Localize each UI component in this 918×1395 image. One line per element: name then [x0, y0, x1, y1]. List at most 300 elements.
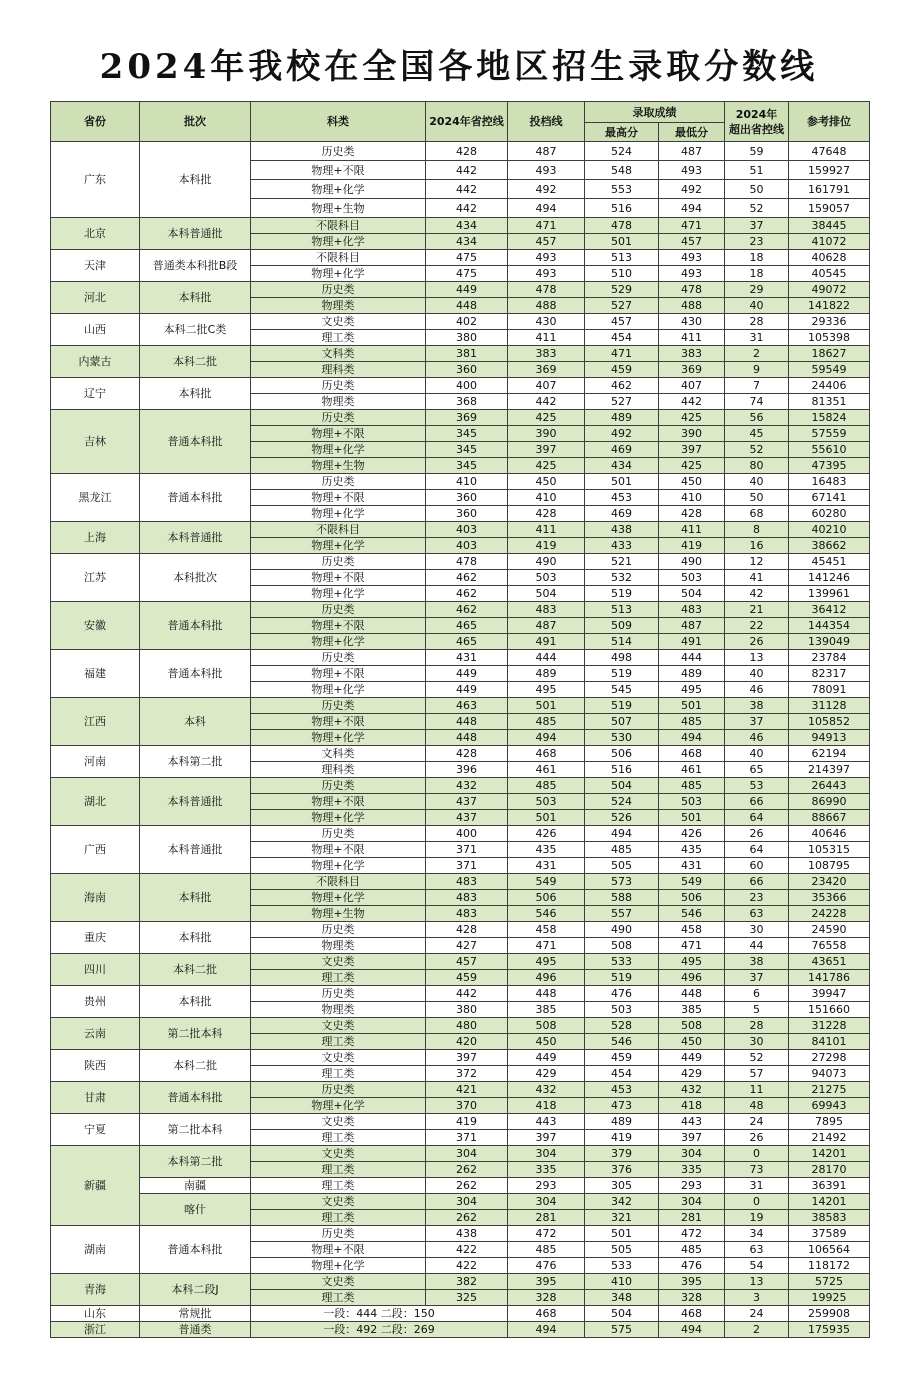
- province-cell: 福建: [51, 650, 140, 698]
- rank-cell: 24406: [789, 378, 870, 394]
- exceed-cell: 50: [725, 490, 789, 506]
- exceed-cell: 24: [725, 1306, 789, 1322]
- min-score-cell: 335: [659, 1162, 725, 1178]
- min-score-cell: 425: [659, 458, 725, 474]
- max-score-cell: 530: [585, 730, 659, 746]
- exceed-cell: 37: [725, 970, 789, 986]
- control-line-cell: 369: [426, 410, 508, 426]
- max-score-cell: 469: [585, 442, 659, 458]
- rank-cell: 39947: [789, 986, 870, 1002]
- header-admission-scores: 录取成绩: [585, 102, 725, 123]
- control-line-cell: 483: [426, 890, 508, 906]
- exceed-cell: 34: [725, 1226, 789, 1242]
- table-row: [51, 142, 870, 161]
- min-score-cell: 491: [659, 634, 725, 650]
- header-control-line: 2024年省控线: [426, 102, 508, 142]
- batch-cell: 普通类本科批B段: [140, 250, 251, 282]
- province-cell: 辽宁: [51, 378, 140, 410]
- province-cell: 湖南: [51, 1226, 140, 1274]
- control-line-cell: 345: [426, 442, 508, 458]
- rank-cell: 259908: [789, 1306, 870, 1322]
- subject-cell: 理工类: [251, 970, 426, 986]
- header-min-score: 最低分: [659, 123, 725, 142]
- toudang-line-cell: 450: [508, 1034, 585, 1050]
- min-score-cell: 503: [659, 794, 725, 810]
- batch-cell: 本科批: [140, 282, 251, 314]
- table-row: [51, 746, 870, 762]
- subject-cell: 历史类: [251, 826, 426, 842]
- rank-cell: 141786: [789, 970, 870, 986]
- max-score-cell: 485: [585, 842, 659, 858]
- exceed-cell: 60: [725, 858, 789, 874]
- toudang-line-cell: 491: [508, 634, 585, 650]
- min-score-cell: 503: [659, 570, 725, 586]
- province-cell: 山西: [51, 314, 140, 346]
- toudang-line-cell: 493: [508, 161, 585, 180]
- control-line-cell: 410: [426, 474, 508, 490]
- min-score-cell: 472: [659, 1226, 725, 1242]
- table-row: [51, 474, 870, 490]
- table-row: [51, 1194, 870, 1210]
- max-score-cell: 527: [585, 394, 659, 410]
- min-score-cell: 478: [659, 282, 725, 298]
- min-score-cell: 504: [659, 586, 725, 602]
- rank-cell: 29336: [789, 314, 870, 330]
- subject-cell: 文史类: [251, 1114, 426, 1130]
- exceed-cell: 64: [725, 810, 789, 826]
- max-score-cell: 410: [585, 1274, 659, 1290]
- rank-cell: 55610: [789, 442, 870, 458]
- header-max-score: 最高分: [585, 123, 659, 142]
- subject-cell: 物理+化学: [251, 180, 426, 199]
- control-line-cell: 431: [426, 650, 508, 666]
- min-score-cell: 432: [659, 1082, 725, 1098]
- toudang-line-cell: 410: [508, 490, 585, 506]
- batch-cell: 本科批: [140, 922, 251, 954]
- min-score-cell: 443: [659, 1114, 725, 1130]
- exceed-cell: 56: [725, 410, 789, 426]
- batch-cell: 普通本科批: [140, 1226, 251, 1274]
- rank-cell: 36412: [789, 602, 870, 618]
- min-score-cell: 506: [659, 890, 725, 906]
- max-score-cell: 469: [585, 506, 659, 522]
- province-cell: 北京: [51, 218, 140, 250]
- toudang-line-cell: 503: [508, 570, 585, 586]
- control-line-cell: 448: [426, 714, 508, 730]
- exceed-cell: 46: [725, 730, 789, 746]
- control-line-cell: 396: [426, 762, 508, 778]
- max-score-cell: 454: [585, 330, 659, 346]
- min-score-cell: 450: [659, 1034, 725, 1050]
- subject-cell: 理科类: [251, 762, 426, 778]
- control-line-cell: 371: [426, 1130, 508, 1146]
- subject-cell: 不限科目: [251, 874, 426, 890]
- province-cell: 上海: [51, 522, 140, 554]
- subject-cell: 物理+不限: [251, 618, 426, 634]
- control-line-cell: 402: [426, 314, 508, 330]
- toudang-line-cell: 487: [508, 142, 585, 161]
- province-cell: 河南: [51, 746, 140, 778]
- exceed-cell: 40: [725, 474, 789, 490]
- batch-cell: 普通本科批: [140, 602, 251, 650]
- table-row: [51, 1114, 870, 1130]
- toudang-line-cell: 485: [508, 778, 585, 794]
- max-score-cell: 548: [585, 161, 659, 180]
- subject-cell: 文史类: [251, 954, 426, 970]
- rank-cell: 21275: [789, 1082, 870, 1098]
- rank-cell: 159927: [789, 161, 870, 180]
- table-row: [51, 250, 870, 266]
- min-score-cell: 442: [659, 394, 725, 410]
- table-row: [51, 1018, 870, 1034]
- exceed-cell: 38: [725, 698, 789, 714]
- min-score-cell: 426: [659, 826, 725, 842]
- max-score-cell: 342: [585, 1194, 659, 1210]
- min-score-cell: 501: [659, 698, 725, 714]
- rank-cell: 35366: [789, 890, 870, 906]
- rank-cell: 139049: [789, 634, 870, 650]
- subject-cell: 物理+化学: [251, 586, 426, 602]
- subject-cell: 历史类: [251, 1082, 426, 1098]
- control-line-cell: 380: [426, 330, 508, 346]
- max-score-cell: 504: [585, 1306, 659, 1322]
- subject-cell: 理工类: [251, 1130, 426, 1146]
- toudang-line-cell: 494: [508, 1322, 585, 1338]
- max-score-cell: 545: [585, 682, 659, 698]
- subject-cell: 文科类: [251, 746, 426, 762]
- batch-cell: 普通本科批: [140, 1082, 251, 1114]
- province-cell: 江苏: [51, 554, 140, 602]
- exceed-cell: 63: [725, 1242, 789, 1258]
- toudang-line-cell: 501: [508, 698, 585, 714]
- exceed-cell: 59: [725, 142, 789, 161]
- exceed-cell: 26: [725, 826, 789, 842]
- batch-cell: 本科普通批: [140, 826, 251, 874]
- subject-cell: 物理+化学: [251, 858, 426, 874]
- max-score-cell: 473: [585, 1098, 659, 1114]
- batch-cell: 普通本科批: [140, 650, 251, 698]
- province-cell: 吉林: [51, 410, 140, 474]
- max-score-cell: 507: [585, 714, 659, 730]
- max-score-cell: 305: [585, 1178, 659, 1194]
- toudang-line-cell: 443: [508, 1114, 585, 1130]
- subject-cell: 历史类: [251, 922, 426, 938]
- control-line-cell: 422: [426, 1242, 508, 1258]
- table-row: [51, 986, 870, 1002]
- rank-cell: 139961: [789, 586, 870, 602]
- min-score-cell: 468: [659, 746, 725, 762]
- exceed-cell: 7: [725, 378, 789, 394]
- rank-cell: 105852: [789, 714, 870, 730]
- table-row: [51, 650, 870, 666]
- rank-cell: 16483: [789, 474, 870, 490]
- control-line-cell: 419: [426, 1114, 508, 1130]
- min-score-cell: 489: [659, 666, 725, 682]
- toudang-line-cell: 369: [508, 362, 585, 378]
- exceed-cell: 2: [725, 346, 789, 362]
- control-line-cell: 一段：444 二段：150: [251, 1306, 508, 1322]
- control-line-cell: 360: [426, 490, 508, 506]
- control-line-cell: 465: [426, 618, 508, 634]
- exceed-cell: 45: [725, 426, 789, 442]
- rank-cell: 94913: [789, 730, 870, 746]
- exceed-cell: 80: [725, 458, 789, 474]
- control-line-cell: 462: [426, 586, 508, 602]
- exceed-cell: 18: [725, 266, 789, 282]
- control-line-cell: 437: [426, 810, 508, 826]
- toudang-line-cell: 448: [508, 986, 585, 1002]
- control-line-cell: 463: [426, 698, 508, 714]
- subject-cell: 物理+不限: [251, 570, 426, 586]
- toudang-line-cell: 487: [508, 618, 585, 634]
- control-line-cell: 304: [426, 1194, 508, 1210]
- max-score-cell: 478: [585, 218, 659, 234]
- min-score-cell: 487: [659, 142, 725, 161]
- subject-cell: 物理+不限: [251, 794, 426, 810]
- batch-cell: 本科: [140, 698, 251, 746]
- province-cell: 广东: [51, 142, 140, 218]
- rank-cell: 67141: [789, 490, 870, 506]
- max-score-cell: 505: [585, 1242, 659, 1258]
- toudang-line-cell: 488: [508, 298, 585, 314]
- toudang-line-cell: 503: [508, 794, 585, 810]
- exceed-cell: 63: [725, 906, 789, 922]
- toudang-line-cell: 495: [508, 682, 585, 698]
- exceed-cell: 66: [725, 874, 789, 890]
- province-cell: 内蒙古: [51, 346, 140, 378]
- toudang-line-cell: 471: [508, 218, 585, 234]
- subject-cell: 历史类: [251, 778, 426, 794]
- subject-cell: 物理+不限: [251, 161, 426, 180]
- toudang-line-cell: 496: [508, 970, 585, 986]
- control-line-cell: 478: [426, 554, 508, 570]
- toudang-line-cell: 549: [508, 874, 585, 890]
- subject-cell: 物理+化学: [251, 442, 426, 458]
- rank-cell: 88667: [789, 810, 870, 826]
- min-score-cell: 487: [659, 618, 725, 634]
- min-score-cell: 435: [659, 842, 725, 858]
- exceed-cell: 51: [725, 161, 789, 180]
- subject-cell: 文史类: [251, 1050, 426, 1066]
- min-score-cell: 501: [659, 810, 725, 826]
- rank-cell: 78091: [789, 682, 870, 698]
- min-score-cell: 428: [659, 506, 725, 522]
- rank-cell: 5725: [789, 1274, 870, 1290]
- control-line-cell: 381: [426, 346, 508, 362]
- subject-cell: 文史类: [251, 314, 426, 330]
- table-row: [51, 346, 870, 362]
- max-score-cell: 513: [585, 602, 659, 618]
- rank-cell: 38445: [789, 218, 870, 234]
- rank-cell: 18627: [789, 346, 870, 362]
- subject-cell: 物理+不限: [251, 490, 426, 506]
- table-row: [51, 314, 870, 330]
- subject-cell: 物理+化学: [251, 234, 426, 250]
- max-score-cell: 492: [585, 426, 659, 442]
- subject-cell: 历史类: [251, 554, 426, 570]
- toudang-line-cell: 385: [508, 1002, 585, 1018]
- control-line-cell: 427: [426, 938, 508, 954]
- toudang-line-cell: 493: [508, 266, 585, 282]
- subject-cell: 不限科目: [251, 250, 426, 266]
- max-score-cell: 471: [585, 346, 659, 362]
- exceed-cell: 18: [725, 250, 789, 266]
- max-score-cell: 498: [585, 650, 659, 666]
- toudang-line-cell: 461: [508, 762, 585, 778]
- table-row: [51, 282, 870, 298]
- exceed-cell: 40: [725, 746, 789, 762]
- min-score-cell: 425: [659, 410, 725, 426]
- rank-cell: 81351: [789, 394, 870, 410]
- subject-cell: 物理+化学: [251, 810, 426, 826]
- max-score-cell: 529: [585, 282, 659, 298]
- min-score-cell: 483: [659, 602, 725, 618]
- exceed-cell: 68: [725, 506, 789, 522]
- table-row: [51, 218, 870, 234]
- rank-cell: 86990: [789, 794, 870, 810]
- min-score-cell: 418: [659, 1098, 725, 1114]
- min-score-cell: 397: [659, 1130, 725, 1146]
- control-line-cell: 360: [426, 362, 508, 378]
- min-score-cell: 508: [659, 1018, 725, 1034]
- toudang-line-cell: 335: [508, 1162, 585, 1178]
- subject-cell: 理工类: [251, 1210, 426, 1226]
- subject-cell: 理工类: [251, 330, 426, 346]
- exceed-cell: 50: [725, 180, 789, 199]
- subject-cell: 理工类: [251, 1034, 426, 1050]
- control-line-cell: 442: [426, 199, 508, 218]
- header-subject: 科类: [251, 102, 426, 142]
- province-cell: 宁夏: [51, 1114, 140, 1146]
- control-line-cell: 325: [426, 1290, 508, 1306]
- batch-cell: 本科普通批: [140, 218, 251, 250]
- exceed-cell: 40: [725, 666, 789, 682]
- batch-cell: 普通类: [140, 1322, 251, 1338]
- toudang-line-cell: 457: [508, 234, 585, 250]
- max-score-cell: 533: [585, 1258, 659, 1274]
- header-exceed: [725, 102, 789, 142]
- province-cell: 天津: [51, 250, 140, 282]
- max-score-cell: 459: [585, 362, 659, 378]
- subject-cell: 不限科目: [251, 522, 426, 538]
- toudang-line-cell: 449: [508, 1050, 585, 1066]
- min-score-cell: 496: [659, 970, 725, 986]
- toudang-line-cell: 483: [508, 602, 585, 618]
- subject-cell: 物理+化学: [251, 538, 426, 554]
- subject-cell: 物理+不限: [251, 666, 426, 682]
- control-line-cell: 403: [426, 538, 508, 554]
- min-score-cell: 490: [659, 554, 725, 570]
- min-score-cell: 293: [659, 1178, 725, 1194]
- max-score-cell: 519: [585, 970, 659, 986]
- control-line-cell: 428: [426, 922, 508, 938]
- subject-cell: 物理类: [251, 938, 426, 954]
- rank-cell: 28170: [789, 1162, 870, 1178]
- toudang-line-cell: 435: [508, 842, 585, 858]
- control-line-cell: 457: [426, 954, 508, 970]
- province-cell: 河北: [51, 282, 140, 314]
- toudang-line-cell: 328: [508, 1290, 585, 1306]
- min-score-cell: 476: [659, 1258, 725, 1274]
- min-score-cell: 328: [659, 1290, 725, 1306]
- subject-cell: 历史类: [251, 378, 426, 394]
- max-score-cell: 553: [585, 180, 659, 199]
- page-title: 2024年我校在全国各地区招生录取分数线: [99, 47, 819, 87]
- exceed-cell: 31: [725, 1178, 789, 1194]
- subject-cell: 物理+不限: [251, 1242, 426, 1258]
- subject-cell: 历史类: [251, 602, 426, 618]
- max-score-cell: 557: [585, 906, 659, 922]
- max-score-cell: 521: [585, 554, 659, 570]
- control-line-cell: 448: [426, 730, 508, 746]
- subject-cell: 不限科目: [251, 218, 426, 234]
- min-score-cell: 390: [659, 426, 725, 442]
- min-score-cell: 448: [659, 986, 725, 1002]
- rank-cell: 161791: [789, 180, 870, 199]
- rank-cell: 38583: [789, 1210, 870, 1226]
- subject-cell: 理工类: [251, 1066, 426, 1082]
- control-line-cell: 475: [426, 250, 508, 266]
- batch-cell: 本科批次: [140, 554, 251, 602]
- control-line-cell: 483: [426, 874, 508, 890]
- max-score-cell: 519: [585, 666, 659, 682]
- toudang-line-cell: 418: [508, 1098, 585, 1114]
- subject-cell: 物理类: [251, 1002, 426, 1018]
- control-line-cell: 475: [426, 266, 508, 282]
- table-row: [51, 874, 870, 890]
- exceed-cell: 30: [725, 1034, 789, 1050]
- control-line-cell: 345: [426, 426, 508, 442]
- table-row: [51, 1050, 870, 1066]
- toudang-line-cell: 411: [508, 522, 585, 538]
- table-row: [51, 1082, 870, 1098]
- table-row: [51, 922, 870, 938]
- subject-cell: 历史类: [251, 142, 426, 161]
- subject-cell: 物理类: [251, 298, 426, 314]
- subject-cell: 物理+化学: [251, 682, 426, 698]
- control-line-cell: 304: [426, 1146, 508, 1162]
- province-cell: 云南: [51, 1018, 140, 1050]
- min-score-cell: 410: [659, 490, 725, 506]
- control-line-cell: 421: [426, 1082, 508, 1098]
- max-score-cell: 506: [585, 746, 659, 762]
- min-score-cell: 494: [659, 730, 725, 746]
- min-score-cell: 546: [659, 906, 725, 922]
- rank-cell: 49072: [789, 282, 870, 298]
- rank-cell: 141822: [789, 298, 870, 314]
- max-score-cell: 453: [585, 1082, 659, 1098]
- max-score-cell: 524: [585, 142, 659, 161]
- min-score-cell: 494: [659, 199, 725, 218]
- province-cell: 甘肃: [51, 1082, 140, 1114]
- rank-cell: 108795: [789, 858, 870, 874]
- rank-cell: 23420: [789, 874, 870, 890]
- min-score-cell: 493: [659, 250, 725, 266]
- min-score-cell: 304: [659, 1194, 725, 1210]
- batch-cell: 普通本科批: [140, 474, 251, 522]
- header-rank: 参考排位: [789, 102, 870, 142]
- rank-cell: 84101: [789, 1034, 870, 1050]
- max-score-cell: 489: [585, 1114, 659, 1130]
- rank-cell: 36391: [789, 1178, 870, 1194]
- max-score-cell: 524: [585, 794, 659, 810]
- exceed-cell: 29: [725, 282, 789, 298]
- min-score-cell: 430: [659, 314, 725, 330]
- province-cell: 陕西: [51, 1050, 140, 1082]
- exceed-cell: 19: [725, 1210, 789, 1226]
- max-score-cell: 546: [585, 1034, 659, 1050]
- toudang-line-cell: 495: [508, 954, 585, 970]
